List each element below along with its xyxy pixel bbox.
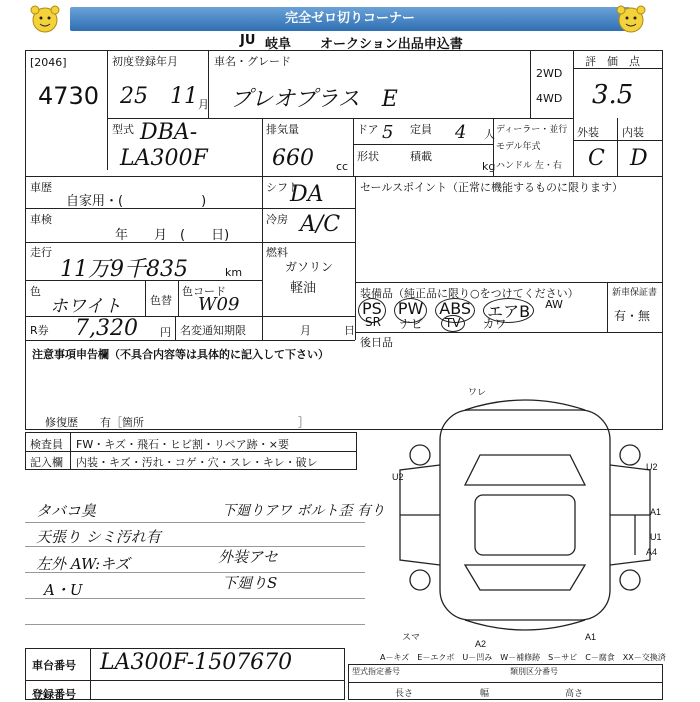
- equip-row-2: [365, 315, 605, 332]
- car-rear-bumper: [465, 620, 585, 630]
- name-change-label: 名変通知期限: [180, 324, 246, 337]
- recycle-label: R券: [30, 324, 49, 337]
- note-line: A・U: [44, 581, 83, 599]
- record-label: 記入欄: [30, 456, 63, 469]
- recycle-unit: 円: [160, 326, 171, 339]
- banner: 完全ゼロ切りコーナー: [70, 7, 630, 31]
- bottom-label: 型式指定番号: [352, 667, 400, 676]
- diagram-mark: A4: [646, 547, 658, 557]
- exterior-label: 外装: [577, 126, 599, 139]
- new-car-value: 有・無: [614, 309, 651, 323]
- drive-2wd: 2WD: [536, 67, 563, 80]
- equip-item: エアB: [483, 298, 534, 323]
- chassis-value: LA300F-1507670: [100, 650, 293, 675]
- note-line: タバコ臭: [36, 502, 96, 520]
- shape-label: 形状: [357, 150, 379, 163]
- name-change-value: 月 日: [300, 324, 355, 337]
- ac-label: 冷房: [266, 213, 288, 226]
- rating-label: 評 価 点: [585, 55, 640, 68]
- ac-value: A/C: [300, 212, 341, 237]
- diagram-mark: U2: [646, 462, 658, 472]
- first-reg-label: 初度登録年月: [112, 55, 178, 68]
- drive-4wd: 4WD: [536, 92, 563, 105]
- equip-item: AW: [545, 298, 563, 311]
- model-year-label: モデル年式: [496, 142, 541, 152]
- model-value-2: LA300F: [120, 146, 208, 171]
- code: [2046]: [30, 56, 67, 69]
- diagram-mark: A1: [585, 632, 597, 642]
- disp-unit: cc: [336, 160, 349, 173]
- diagram-mark: U2: [392, 472, 404, 482]
- door-label: ドア: [357, 123, 379, 136]
- mileage-unit: km: [225, 266, 243, 279]
- car-body-outline: [440, 410, 610, 620]
- diagram-mark: U1: [650, 532, 662, 542]
- disp-label: 排気量: [266, 123, 299, 136]
- car-roof: [475, 495, 575, 555]
- sales-point-label: セールスポイント（正常に機能するものに限ります）: [360, 181, 624, 194]
- wheel-front-right: [620, 445, 640, 465]
- first-reg-year: 25: [120, 84, 148, 109]
- name-label: 車名・グレード: [214, 55, 291, 68]
- car-windshield: [465, 455, 585, 485]
- header-mid: 岐阜: [265, 37, 292, 52]
- equip-label: 装備品（純正品に限り○をつけてください）: [360, 287, 579, 300]
- note-line: 天張り シミ汚れ有: [36, 528, 161, 546]
- load-label: 積載: [410, 150, 432, 163]
- equip-item: ナビ: [398, 317, 423, 331]
- note-line: 左外 AW:キズ: [36, 555, 130, 573]
- equip-item: PW: [394, 298, 427, 323]
- chassis-label: 車台番号: [32, 659, 76, 672]
- fuel-value-1: ガソリン: [285, 260, 334, 274]
- wheel-front-left: [410, 445, 430, 465]
- door-value: 5: [382, 122, 394, 143]
- recycle-value: 7,320: [75, 316, 138, 341]
- inspection-label: 車検: [30, 213, 52, 226]
- color-value: ホワイト: [50, 296, 122, 317]
- wheel-rear-right: [620, 570, 640, 590]
- model-value-1: DBA-: [140, 120, 198, 145]
- inspection-value: 年 月 ( 日): [115, 228, 230, 243]
- note-line: 外装アセ: [218, 548, 278, 566]
- usage-value: 自家用・( ): [66, 194, 207, 209]
- rear-label: 後日品: [360, 336, 393, 349]
- handle-label: ハンドル 左・右: [496, 161, 562, 171]
- mascot-left-icon: [26, 4, 64, 34]
- car-diagram: [380, 385, 670, 650]
- load-unit: kg: [482, 160, 496, 173]
- exterior-value: C: [588, 146, 605, 171]
- diagram-mark: ワレ: [468, 387, 487, 397]
- color-code-value: W09: [198, 294, 240, 315]
- notes-label: 注意事項申告欄（不具合内容等は具体的に記入して下さい）: [32, 348, 329, 361]
- inspector-label: 検査員: [30, 438, 63, 451]
- mileage-value: 11万9千835: [60, 257, 188, 282]
- model-label: 型式: [112, 123, 134, 136]
- wheel-rear-left: [410, 570, 430, 590]
- header-title: オークション出品申込書: [320, 37, 463, 52]
- note-line: 下廻りアワ ボルト歪 有り: [222, 503, 385, 519]
- dealer-label: ディーラー・並行: [496, 125, 568, 135]
- bottom-label: 幅: [480, 689, 490, 699]
- bottom-label: 高さ: [565, 689, 584, 699]
- header-left: JU: [240, 33, 256, 48]
- bottom-label: 長さ: [395, 689, 414, 699]
- color-label: 色: [30, 285, 41, 298]
- car-front-bumper: [465, 400, 585, 410]
- shift-label: シフト: [266, 181, 299, 194]
- diagram-mark: A2: [475, 639, 487, 649]
- diagram-mark: A1: [650, 507, 662, 517]
- shift-value: DA: [290, 182, 324, 207]
- mascot-right-icon: [612, 4, 650, 34]
- equip-item: ABS: [435, 298, 475, 323]
- capacity-unit: 人: [484, 128, 495, 141]
- repair-label: 修復歴 有［箇所 ］: [45, 416, 309, 429]
- record-items: 内装・キズ・汚れ・コゲ・穴・スレ・キレ・破レ: [76, 456, 318, 469]
- capacity-label: 定員: [410, 123, 432, 136]
- first-reg-month: 11: [170, 84, 198, 109]
- fuel-label: 燃料: [266, 246, 288, 259]
- note-line: 下廻りS: [222, 574, 278, 592]
- car-rear-window: [465, 565, 585, 590]
- equip-item: PS: [358, 298, 386, 323]
- diagram-mark: スマ: [402, 632, 420, 642]
- legend: A－キズ E－エクボ U－凹み W－補修跡 S－サビ C－腐食 XX－交換済: [380, 653, 666, 662]
- disp-value: 660: [272, 146, 314, 171]
- color-no-label: 色替: [150, 294, 172, 307]
- name-value: プレオプラス E: [230, 87, 398, 112]
- inspector-items: FW・キズ・飛石・ヒビ割・リペア跡・×要: [76, 438, 289, 451]
- equip-item: カワ: [482, 317, 507, 331]
- bottom-label: 類別区分番号: [510, 667, 558, 676]
- first-reg-unit: 月: [198, 98, 209, 111]
- interior-value: D: [630, 146, 648, 171]
- fuel-value-2: 軽油: [290, 281, 317, 296]
- lot-number: 4730: [38, 82, 100, 110]
- reg-label: 登録番号: [32, 688, 76, 701]
- equip-item: SR: [365, 315, 381, 329]
- rating-value: 3.5: [592, 80, 634, 110]
- capacity-value: 4: [455, 122, 467, 143]
- new-car-label: 新車保証書: [612, 288, 658, 298]
- usage-label: 車歴: [30, 181, 52, 194]
- mileage-label: 走行: [30, 246, 52, 259]
- interior-label: 内装: [622, 126, 644, 139]
- equip-item: TV: [441, 315, 465, 332]
- color-code-label: 色コード: [182, 285, 226, 298]
